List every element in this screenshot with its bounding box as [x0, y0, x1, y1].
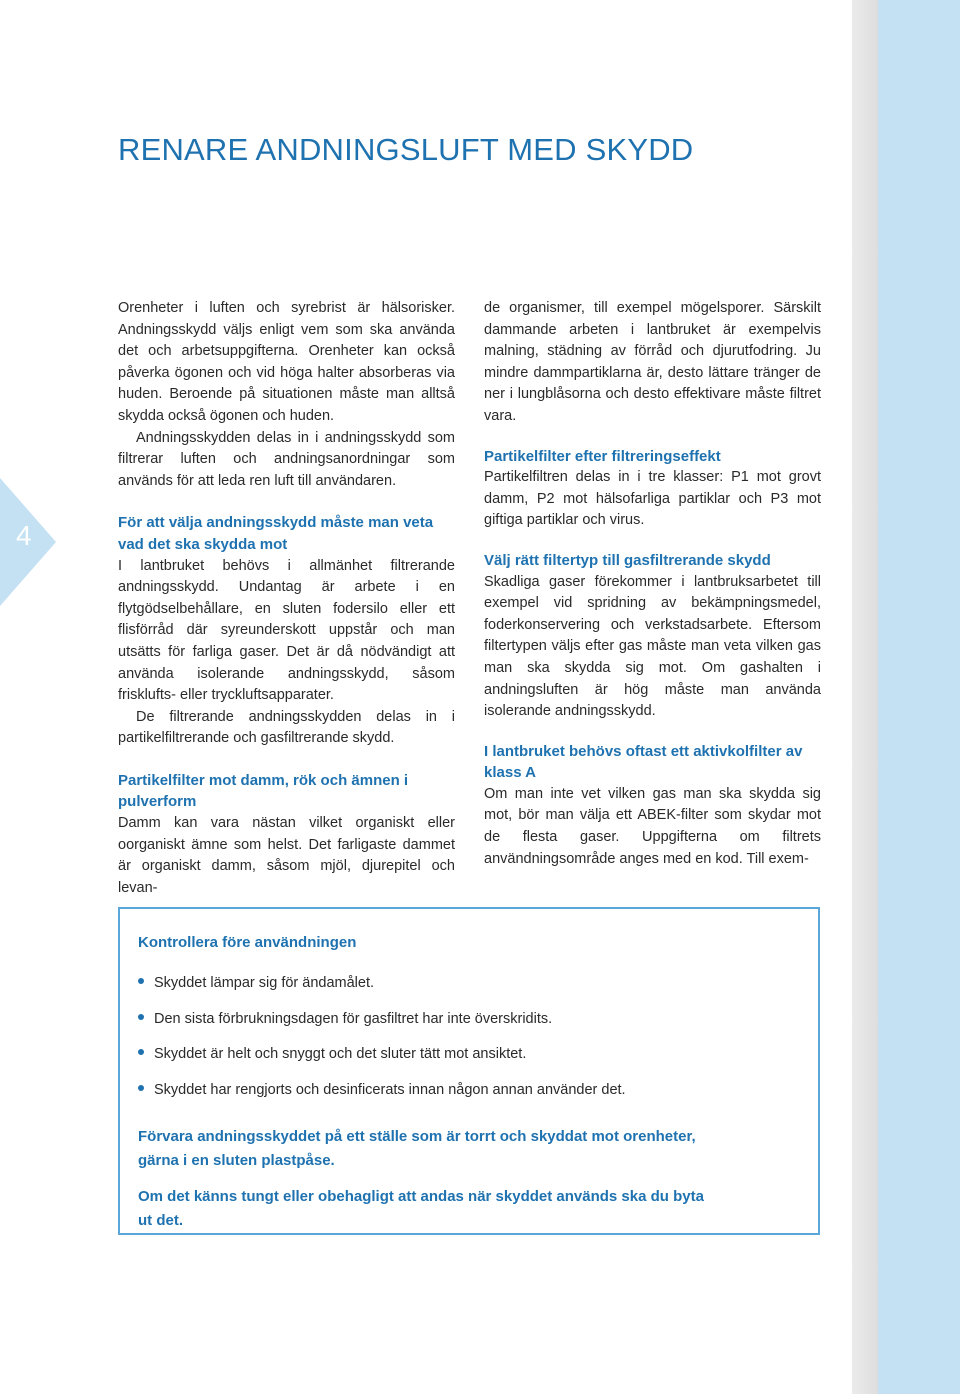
heading-particle-filter: Partikelfilter mot damm, rök och ämnen i pulverform	[118, 771, 409, 811]
storage-note: Förvara andningsskyddet på ett ställe som är torrt och skyddat mot orenheter, gärna i en sluten plastpåse.	[138, 1128, 696, 1169]
paragraph-abek: Om man inte vet vilken gas man ska skydda sig mot, bör man välja ett ABEK-filter som skydar mot de flesta gaser. Uppgifterna om filtrets användningsområde anges med en kod. Till exem-	[484, 785, 821, 867]
bullet-icon	[138, 1049, 144, 1055]
list-item-text: Skyddet lämpar sig för ändamålet.	[154, 975, 375, 991]
checklist-heading: Kontrollera före användningen	[138, 934, 357, 951]
paragraph-filtering: I lantbruket behövs i allmänhet filtrerande andningsskydd. Undantag är arbete i en flytgödselbehållare, en sluten fodersilo eller ett flisförråd där syreunderskott uppstår och man utsätts för farliga gaser. Det är då nödvändigt att använda isolerande andningsskydd, såsom frisklufts- eller tryckluftsapparater.	[118, 557, 455, 704]
list-item	[138, 1080, 626, 1116]
bullet-icon	[138, 1014, 144, 1020]
paragraph-filter-classes: De filtrerande andningsskydden delas in i partikelfiltrerande och gasfiltrerande skydd.	[118, 708, 455, 747]
bullet-icon	[138, 978, 144, 984]
checklist-list	[138, 973, 626, 1115]
list-item	[138, 973, 626, 1009]
list-item	[138, 1009, 626, 1045]
checklist-box	[118, 907, 820, 1235]
intro-paragraph: Orenheter i luften och syrebrist är hälsorisker. Andningsskydd väljs enligt vem som ska använda det och arbetsuppgifterna. Orenheter kan också påverka ögonen och vid höga halter absorberas via huden. Beroende på situationen måste man alltså skydda också ögonen och huden.	[118, 300, 455, 424]
heading-choose-protection: För att välja andningsskydd måste man veta vad det ska skydda mot	[118, 514, 434, 553]
heading-carbon-filter: I lantbruket behövs oftast ett aktivkolfilter av klass A	[484, 742, 803, 782]
replace-note: Om det känns tungt eller obehagligt att andas när skyddet används ska du byta ut det.	[138, 1188, 704, 1229]
page-title: RENARE ANDNINGSLUFT MED SKYDD	[118, 132, 694, 167]
list-item-text: Skyddet är helt och snyggt och det sluter tätt mot ansiktet.	[154, 1046, 527, 1062]
heading-filter-efficiency: Partikelfilter efter filtreringseffekt	[484, 447, 721, 465]
page-edge-stripe	[878, 0, 960, 1394]
paragraph-types: Andningsskydden delas in i andningsskydd som filtrerar luften och andningsanordningar som används för att leda ren luft till användaren.	[118, 429, 455, 489]
bullet-icon	[138, 1085, 144, 1091]
paragraph-gases: Skadliga gaser förekommer i lantbruksarbetet till exempel vid spridning av bekämpningsmedel, foderkonservering och verkstadsarbete. Eftersom filtertypen väljs efter gas måste man veta vilken gas man ska skydda sig mot. Om gashalten i andningsluften är hög måste man använda isolerande andningsskydd.	[484, 573, 821, 720]
paragraph-organisms: de organismer, till exempel mögelsporer. Särskilt dammande arbeten i lantbruket är exempelvis malning, städning av förråd och djurutfodring. Ju mindre dammpartiklarna är, desto lättare tränger de ner i lungblåsorna och desto effektivare måste filtret vara.	[484, 300, 821, 424]
paragraph-filter-classes-p: Partikelfiltren delas in i tre klasser: P1 mot grovt damm, P2 mot hälsofarliga partiklar och P3 mot giftiga partiklar och virus.	[484, 469, 821, 529]
paragraph-dust: Damm kan vara nästan vilket organiskt eller oorganiskt ämne som helst. Det farligaste dammet är organiskt damm, såsom mjöl, djurepitel och levan-	[118, 815, 455, 896]
right-column	[484, 298, 821, 870]
left-column	[118, 298, 455, 899]
list-item	[138, 1044, 626, 1080]
page-number: 4	[16, 520, 32, 551]
heading-gas-filter-type: Välj rätt filtertyp till gasfiltrerande skydd	[484, 551, 771, 569]
list-item-text: Den sista förbrukningsdagen för gasfiltret har inte överskridits.	[154, 1010, 553, 1027]
list-item-text: Skyddet har rengjorts och desinficerats innan någon annan använder det.	[154, 1081, 626, 1098]
